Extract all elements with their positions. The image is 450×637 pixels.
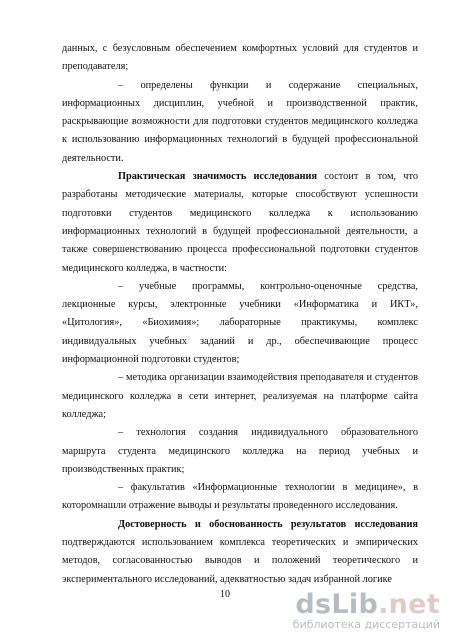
watermark-logo: [293, 591, 440, 619]
paragraph-significance: [62, 168, 418, 278]
page-number: 10: [220, 589, 230, 600]
bold-heading-practical-significance: Практическая значимость исследования: [118, 171, 318, 183]
watermark-tagline: библиотека диссертаций: [292, 618, 440, 631]
paragraph: данных, с безусловным обеспечением комфортных условий для студентов и преподавателя;: [62, 43, 418, 73]
logo-main-text: dsLib: [295, 589, 379, 620]
paragraph: – методика организации взаимодействия преподавателя и студентов медицинского колледжа в сети интернет, реализуемая на платформе сайта колледжа;: [62, 372, 418, 420]
paragraph: – определены функции и содержание специальных, информационных дисциплин, учебной и производственной практик, раскрывающие возможности для подготовки студентов медицинского колледжа к использованию информационных технологий в будущей профессиональной деятельности.: [62, 79, 418, 164]
paragraph: – факультатив «Информационные технологии в медицине», в которомнашли отражение выводы и результаты проведенного исследования.: [62, 482, 418, 512]
watermark: [293, 591, 440, 631]
paragraph-text: подтверждаются использованием комплекса теоретических и эмпирических методов, согласованностью выводов и положений теоретического и экспериментального исследований, адекватностью задач избранной логике: [62, 537, 418, 585]
paragraph-text: состоит в том, что разработаны методические материалы, которые способствуют успешности подготовки студентов медицинского колледжа к использованию информационных технологий в будущей профессиональной деятельности, а также совершенствованию процесса профессиональной подготовки студентов медицинского колледжа, в частности:: [62, 171, 419, 274]
paragraph: – учебные программы, контрольно-оценочные средства, лекционные курсы, электронные учебники «Информатика и ИКТ», «Цитология», «Биохимия»; лабораторные практикумы, комплекс индивидуальных учебных заданий и др., обеспечивающие процесс информационной подготовки студентов;: [62, 280, 418, 366]
bold-heading-reliability: Достоверность и обоснованность результатов исследования: [118, 518, 418, 530]
paragraph-reliability: [62, 516, 418, 589]
logo-accent-text: .net: [378, 589, 440, 620]
document-body: [62, 40, 418, 589]
paragraph: – технология создания индивидуального образовательного маршрута студента медицинского колледжа на период учебных и производственных практик;: [62, 427, 418, 475]
